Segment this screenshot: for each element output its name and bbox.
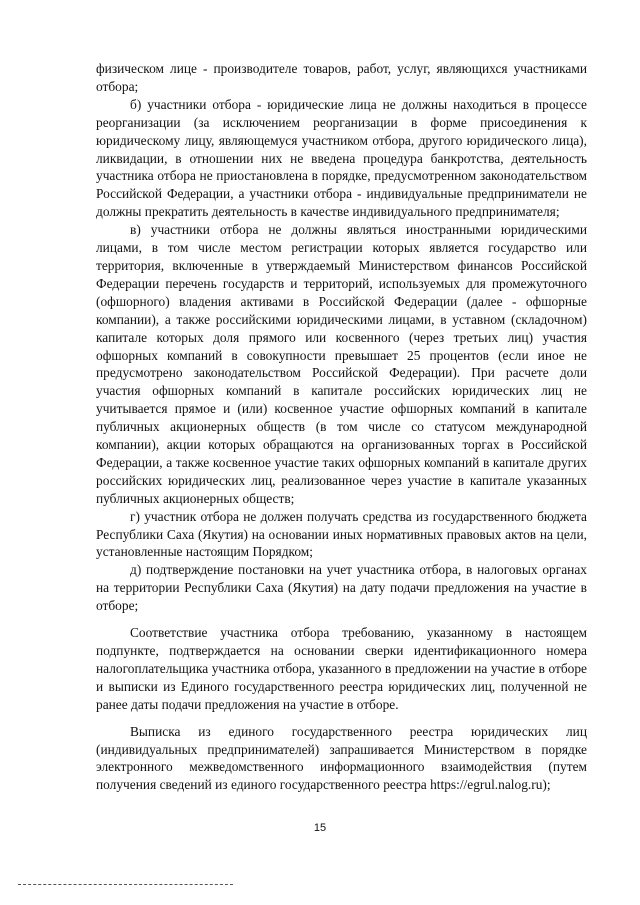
paragraph-item-d: д) подтверждение постановки на учет участника отбора, в налоговых органах на территории Республики Саха (Якутия) на дату подачи предложения на участие в отборе;	[96, 562, 587, 614]
paragraph-compliance: Соответствие участника отбора требованию, указанному в настоящем подпункте, подтверждается на основании сверки идентификационного номера налогоплательщика участника отбора, указанного в предложении на участие в отборе и выписки из Единого государственного реестра юридических лиц, полученной не ранее даты подачи предложения на участие в отборе.	[96, 625, 587, 712]
page-number: 15	[313, 822, 327, 834]
footer-rule	[18, 884, 233, 885]
paragraph-item-b: б) участники отбора - юридические лица не должны находиться в процессе реорганизации (за исключением реорганизации в форме присоединения к юридическому лицу, являющемуся участником отбора, другого юридического лица), ликвидации, в отношении них не введена процедура банкротства, деятельность участника отбора не приостановлена в порядке, предусмотренном законодательством Российской Федерации, а участники отбора - индивидуальные предприниматели не должны прекратить деятельность в качестве индивидуального предпринимателя;	[96, 96, 587, 220]
document-body	[96, 60, 587, 794]
paragraph-extract: Выписка из единого государственного реестра юридических лиц (индивидуальных предпринимателей) запрашивается Министерством в порядке электронного межведомственного информационного взаимодействия (путем получения сведений из единого государственного реестра https://egrul.nalog.ru);	[96, 723, 587, 793]
paragraph-item-v: в) участники отбора не должны являться иностранными юридическими лицами, в том числе местом регистрации которых является государство или территория, включенные в утверждаемый Министерством финансов Российской Федерации перечень государств и территорий, используемых для промежуточного (офшорного) владения активами в Российской Федерации (далее - офшорные компании), а также российскими юридическими лицами, в уставном (складочном) капитале которых доля прямого или косвенного (через третьих лиц) участия офшорных компаний в совокупности превышает 25 процентов (если иное не предусмотрено законодательством Российской Федерации). При расчете доли участия офшорных компаний в капитале российских юридических лиц не учитывается прямое и (или) косвенное участие офшорных компаний в капитале публичных акционерных обществ (в том числе со статусом международной компании), акции которых обращаются на организованных торгах в Российской Федерации, а также косвенное участие таких офшорных компаний в капитале других российских юридических лиц, реализованное через участие в капитале указанных публичных акционерных обществ;	[96, 222, 587, 506]
paragraph-item-g: г) участник отбора не должен получать средства из государственного бюджета Республики Саха (Якутия) на основании иных нормативных правовых актов на цели, установленные настоящим Порядком;	[96, 508, 587, 560]
paragraph-continuation: физическом лице - производителе товаров, работ, услуг, являющихся участниками отбора;	[96, 61, 587, 94]
